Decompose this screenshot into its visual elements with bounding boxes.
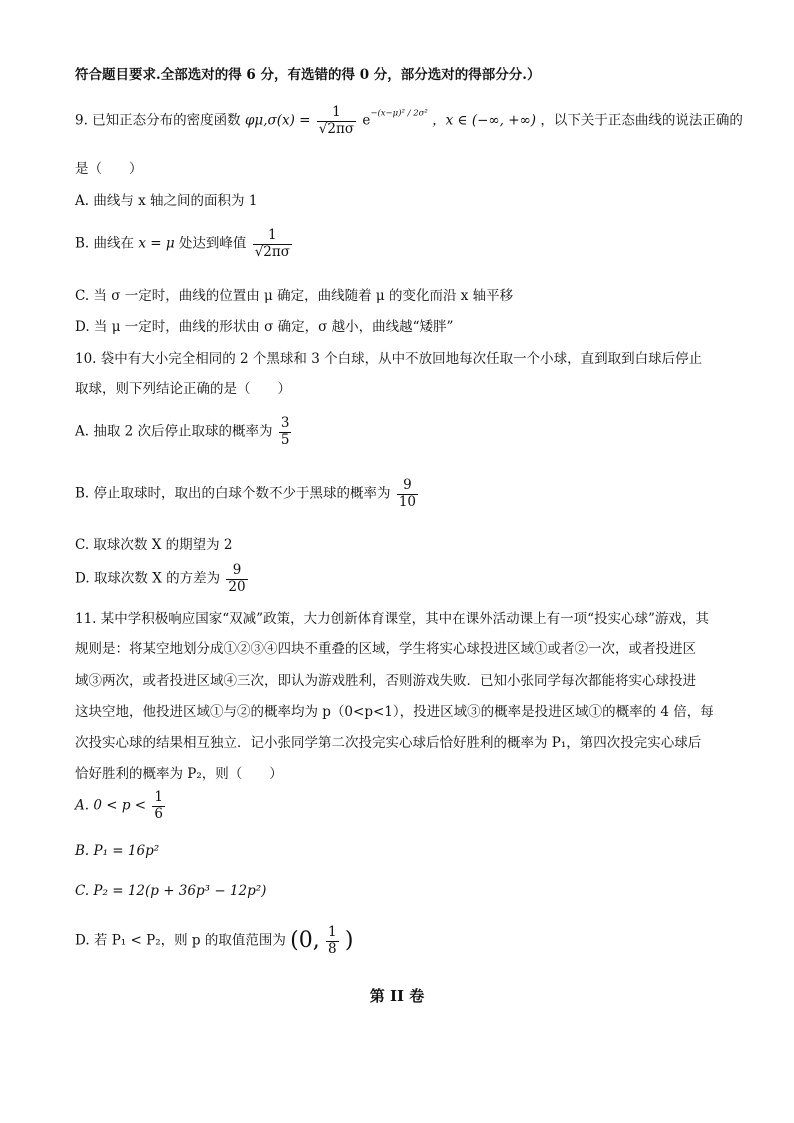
q10-stem-line2: 取球，则下列结论正确的是（ ） <box>75 381 291 397</box>
q10-option-b-numerator: 9 <box>397 478 418 495</box>
q10-option-d-prefix: D. 取球次数 X 的方差为 <box>75 570 221 587</box>
q9-option-a: A. 曲线与 x 轴之间的面积为 1 <box>75 193 258 209</box>
q9-formula-numerator: 1 <box>317 105 356 122</box>
q9-formula-exponent: −(x−μ)² / 2σ² <box>370 108 428 119</box>
q9-option-b-fraction <box>253 228 292 260</box>
q9-stem-prefix: 9. 已知正态分布的密度函数 <box>75 112 241 129</box>
q10-option-d-numerator: 9 <box>226 563 247 580</box>
q9-option-b-prefix: B. 曲线在 <box>75 235 135 252</box>
q10-option-b <box>75 478 420 510</box>
q10-option-a-numerator: 3 <box>280 415 290 431</box>
q11-stem-line3: 域③两次，或者投进区域④三次，即认为游戏胜利，否则游戏失败．已知小张同学每次都能将实心球投进 <box>75 673 696 689</box>
q10-option-a <box>75 416 293 448</box>
header-note: 符合题目要求.全部选对的得 6 分，有选错的得 0 分，部分选对的得部分分.） <box>75 67 541 83</box>
section-title: 第 II 卷 <box>369 987 425 1005</box>
q11-option-d-numerator: 1 <box>328 924 337 940</box>
q9-formula-fraction <box>317 105 356 137</box>
q11-option-d <box>75 925 353 957</box>
q9-domain: ，x ∈ (−∞, +∞) <box>432 112 537 129</box>
q11-option-a-fraction <box>152 790 165 822</box>
q10-option-b-fraction <box>397 478 418 510</box>
q10-option-a-fraction <box>279 416 292 448</box>
q10-option-c: C. 取球次数 X 的期望为 2 <box>75 537 233 553</box>
q10-option-d-fraction <box>226 563 247 595</box>
q11-stem-line1: 11. 某中学积极响应国家“双减”政策，大力创新体育课堂，其中在课外活动课上有一项“投实心球”游戏，其 <box>75 611 709 627</box>
q9-stem-suffix: ，以下关于正态曲线的说法正确的 <box>540 112 743 129</box>
q10-option-b-denominator: 10 <box>398 493 416 510</box>
q10-option-d <box>75 563 250 595</box>
q9-option-b-math: x = μ <box>138 235 175 252</box>
q11-stem-line6: 恰好胜利的概率为 P₂，则（ ） <box>75 766 283 782</box>
q10-option-a-prefix: A. 抽取 2 次后停止取球的概率为 <box>75 423 273 440</box>
q9-option-d: D. 当 μ 一定时，曲线的形状由 σ 确定，σ 越小，曲线越“矮胖” <box>75 319 454 335</box>
q11-option-d-fraction <box>326 925 339 957</box>
q11-option-d-denominator: 8 <box>328 940 337 957</box>
q11-option-d-prefix: D. 若 P₁ < P₂，则 p 的取值范围为 <box>75 932 286 949</box>
q11-option-a-denominator: 6 <box>154 805 163 822</box>
q10-option-d-denominator: 20 <box>228 578 246 595</box>
q9-formula-exp-base: e <box>362 112 371 129</box>
q10-stem-line1: 10. 袋中有大小完全相同的 2 个黑球和 3 个白球，从中不放回地每次任取一个小球，直到取到白球后停止 <box>75 351 703 367</box>
q9-option-c: C. 当 σ 一定时，曲线的位置由 μ 确定，曲线随着 μ 的变化而沿 x 轴平移 <box>75 288 514 304</box>
q9-option-b-mid: 处达到峰值 <box>178 235 247 252</box>
q9-stem <box>75 105 743 137</box>
q9-formula-denominator: √2πσ <box>318 120 355 137</box>
q11-option-a <box>75 790 167 822</box>
q11-stem-line4: 这块空地，他投进区域①与②的概率均为 p（0<p<1），投进区域③的概率是投进区域①的概率的 4 倍，每 <box>75 704 714 720</box>
q11-option-a-numerator: 1 <box>154 789 163 805</box>
q11-option-d-open-paren: (0, <box>290 928 320 954</box>
q11-stem-line5: 次投实心球的结果相互独立．记小张同学第二次投完实心球后恰好胜利的概率为 P₁，第四次投完实心球后 <box>75 735 702 751</box>
q10-option-a-denominator: 5 <box>280 431 290 448</box>
q9-stem-line2: 是（ ） <box>75 161 143 177</box>
q11-option-b: B. P₁ = 16p² <box>75 843 160 859</box>
q11-option-d-close-paren: ) <box>344 928 354 954</box>
q11-stem-line2: 规则是：将某空地划分成①②③④四块不重叠的区域，学生将实心球投进区域①或者②一次，或者投进区 <box>75 641 696 657</box>
q10-option-b-prefix: B. 停止取球时，取出的白球个数不少于黑球的概率为 <box>75 485 391 502</box>
q9-option-b-numerator: 1 <box>253 228 292 245</box>
q11-option-a-prefix: A. 0 < p < <box>75 797 147 814</box>
q9-option-b-denominator: √2πσ <box>254 243 290 260</box>
q9-option-b <box>75 228 294 260</box>
q9-formula-lhs: φμ,σ(x) = <box>244 112 311 129</box>
q11-option-c: C. P₂ = 12(p + 36p³ − 12p²) <box>75 883 267 899</box>
